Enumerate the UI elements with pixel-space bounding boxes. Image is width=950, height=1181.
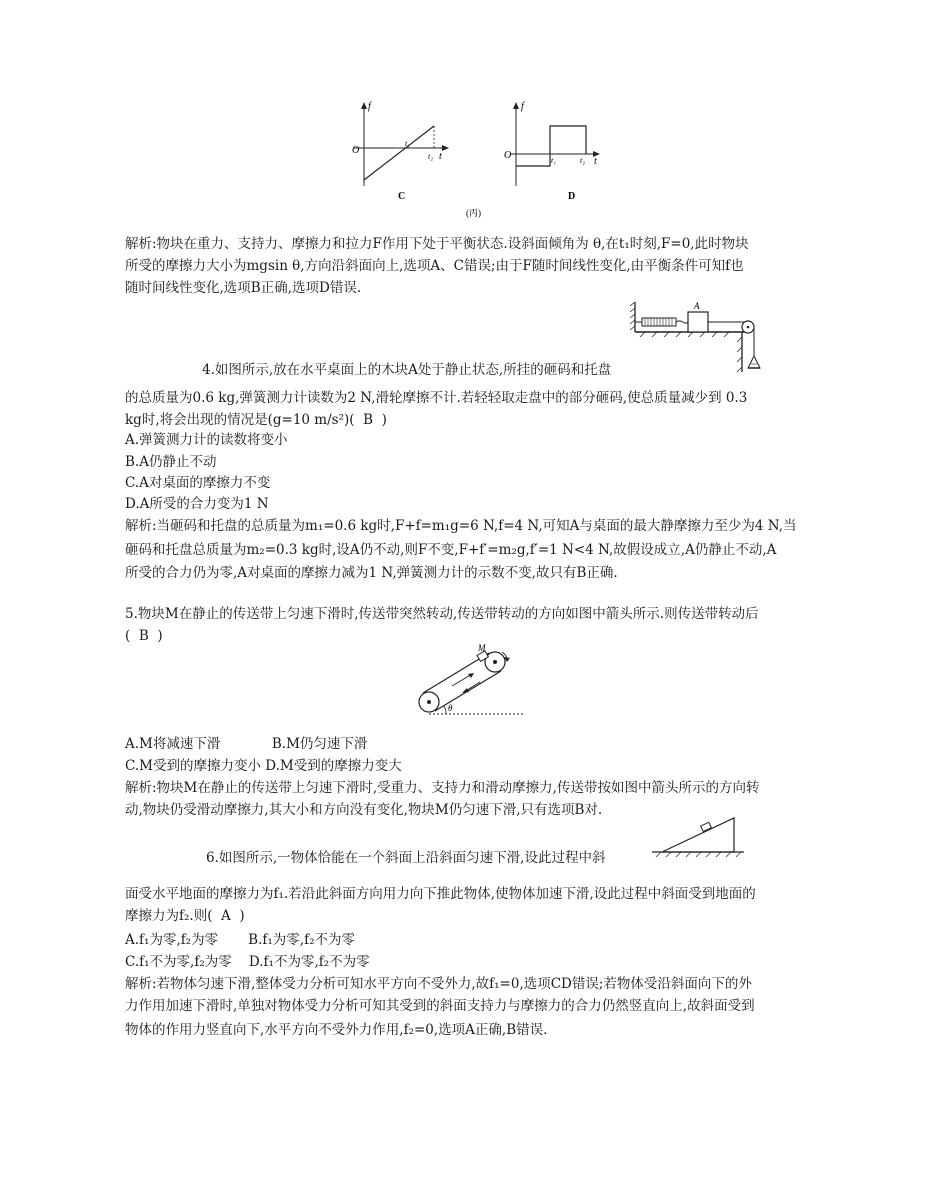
q5-analysis-line-2: 动,物块仍受滑动摩擦力,其大小和方向没有变化,物块M仍匀速下滑,只有选项B对. [125,802,603,818]
graph-c-t2: t₂ [428,152,434,161]
graph-c-caption: C [398,191,406,202]
q4-analysis-line-1: 解析:当砸码和托盘的总质量为m₁=0.6 kg时,F+f=m₁g=6 N,f=4 N,可知A与桌面的最大静摩擦力至少为4 N,当 [125,518,797,534]
q3-analysis-line-1: 解析:物块在重力、支持力、摩擦力和拉力F作用下处于平衡状态.设斜面倾角为 θ,在t₁时刻,F=0,此时物块 [125,236,749,252]
q6-stem-line-2: 面受水平地面的摩擦力为f₁.若沿此斜面方向用力向下推此物体,使物体加速下滑,设此过程中斜面受到地面的 [125,886,756,902]
q6-option-cd: C.f₁不为零,f₂为零 D.f₁不为零,f₂不为零 [125,954,370,970]
q4-option-d: D.A所受的合力变为1 N [125,496,269,512]
q4-stem-line-3: kg时,将会出现的情况是(g=10 m/s²)( B ) [125,412,387,428]
graph-d-t2: t₂ [580,156,586,165]
graph-d-t: t [594,156,597,167]
q3-analysis-line-3: 随时间线性变化,选项B正确,选项D错误. [125,280,362,296]
graph-c-f-label: f [368,101,371,112]
graph-d-origin: O [504,150,512,161]
graph-c [352,101,449,202]
q5-option-ab: A.M将减速下滑 B.M仍匀速下滑 [125,736,368,752]
q6-analysis-line-3: 物体的作用力竖直向下,水平方向不受外力作用,f₂=0,选项A正确,B错误. [125,1022,548,1038]
q5-option-cd: C.M受到的摩擦力变小 D.M受到的摩擦力变大 [125,758,402,774]
q5-stem-line-2: ( B ) [125,628,163,644]
graph-c-origin: O [352,145,360,156]
q6-stem-line-3: 摩擦力为f₂.则( A ) [125,908,245,924]
q5-block-label: M [478,643,486,653]
q4-stem-line-1: 4.如图所示,放在水平桌面上的木块A处于静止状态,所挂的砸码和托盘 [202,362,612,378]
q4-analysis-line-2: 砸码和托盘总质量为m₂=0.3 kg时,设A仍不动,则F不变,F+f′=m₂g,f′=1 N<4 N,故假设成立,A仍静止不动,A [125,542,777,558]
q6-stem-line-1: 6.如图所示,一物体恰能在一个斜面上沿斜面匀速下滑,设此过程中斜 [206,850,606,866]
q6-analysis-line-1: 解析:若物体匀速下滑,整体受力分析可知水平方向不受外力,故f₁=0,选项CD错误;若物体受沿斜面向下的外 [125,976,752,992]
q6-analysis-line-2: 力作用加速下滑时,单独对物体受力分析可知其受到的斜面支持力与摩擦力的合力仍然竖直向上,故斜面受到 [125,998,755,1014]
q4-stem-line-2: 的总质量为0.6 kg,弹簧测力计读数为2 N,滑轮摩擦不计.若轻轻取走盘中的部分砸码,使总质量减少到 0.3 [125,390,748,406]
graph-d [504,101,600,202]
q5-stem-line-1: 5.物块M在静止的传送带上匀速下滑时,传送带突然转动,传送带转动的方向如图中箭头所示.则传送带转动后 [125,606,759,622]
q5-theta-label: θ [448,703,453,713]
graph-c-t1: t₁ [405,139,411,148]
q4-block-label: A [694,301,700,311]
q3-analysis-line-2: 所受的摩擦力大小为mgsin θ,方向沿斜面向上,选项A、C错误;由于F随时间线性变化,由平衡条件可知f也 [125,258,744,274]
q4-figure [630,298,770,378]
graphs-figure [350,96,610,226]
graph-d-caption: D [568,191,576,202]
graph-d-t1: t₁ [551,156,557,165]
q5-figure [412,640,542,724]
q4-option-c: C.A对桌面的摩擦力不变 [125,475,271,491]
q4-option-b: B.A仍静止不动 [125,454,217,470]
q4-option-a: A.弹簧测力计的读数将变小 [125,432,288,448]
graph-c-t: t [439,151,442,162]
q4-analysis-line-3: 所受的合力仍为零,A对桌面的摩擦力减为1 N,弹簧测力计的示数不变,故只有B正确. [125,565,618,581]
q5-analysis-line-1: 解析:物块M在静止的传送带上匀速下滑时,受重力、支持力和滑动摩擦力,传送带按如图中箭头所示的方向转 [125,780,760,796]
q6-figure [652,810,748,862]
q6-option-ab: A.f₁为零,f₂为零 B.f₁为零,f₂不为零 [125,932,356,948]
graph-d-f-label: f [521,101,524,112]
group-caption: (丙) [466,208,481,218]
